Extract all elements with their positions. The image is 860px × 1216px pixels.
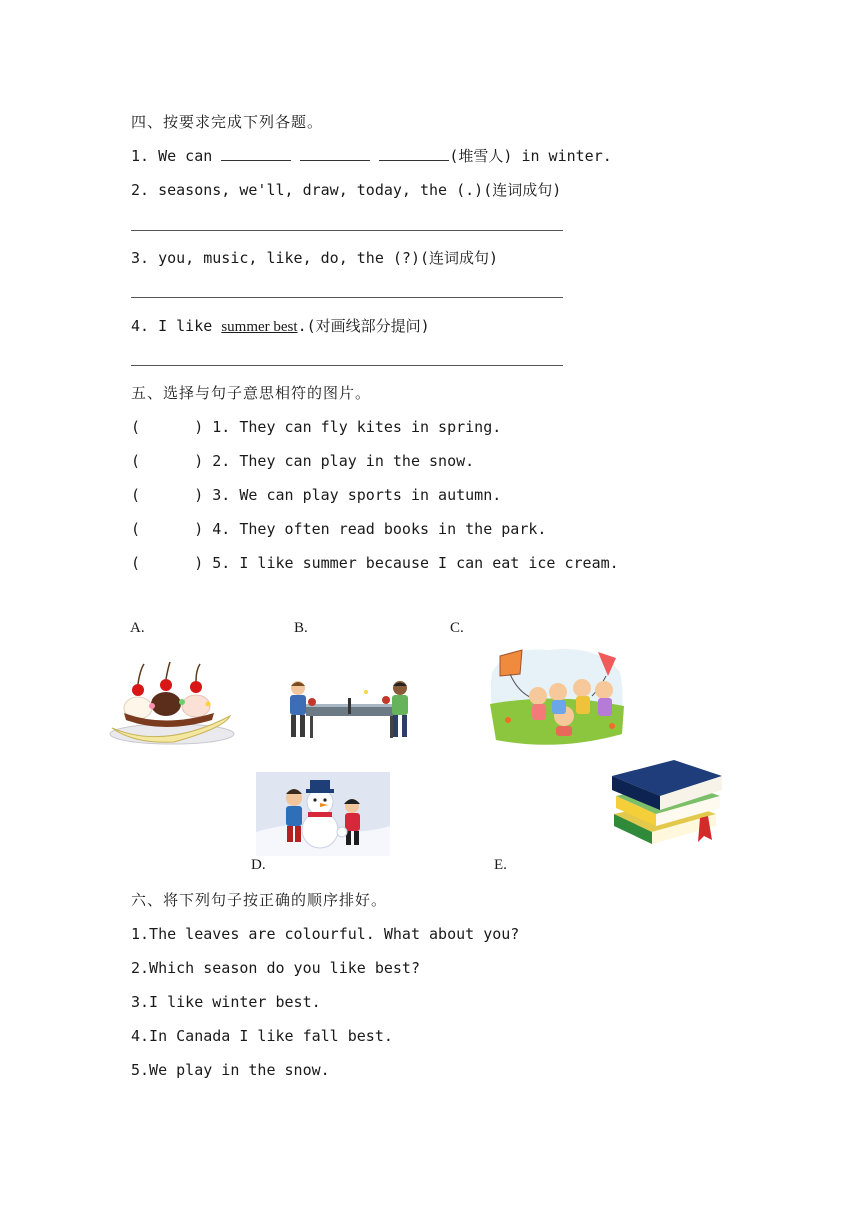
question-1-prefix: 1. We can [131, 147, 222, 165]
match-item-text: 1. They can fly kites in spring. [212, 418, 502, 436]
question-4-prefix: 4. I like [131, 317, 222, 335]
answer-paren[interactable]: ( ) [131, 452, 204, 470]
snowman-picture[interactable] [256, 772, 390, 856]
answer-paren[interactable]: ( ) [131, 486, 204, 504]
question-2: 2. seasons, we'll, draw, today, the (.)(连词成句) [131, 181, 562, 199]
choice-label-c: C. [450, 620, 464, 636]
ping-pong-picture[interactable] [282, 676, 420, 740]
question-4-suffix: .(对画线部分提问) [297, 317, 430, 335]
match-item-text: 2. They can play in the snow. [212, 452, 475, 470]
match-item-1 [131, 417, 501, 437]
question-1-suffix: in winter. [512, 147, 612, 165]
section4-heading: 四、按要求完成下列各题。 [131, 113, 324, 131]
park-kids-picture[interactable] [488, 642, 626, 748]
answer-line-2[interactable] [131, 230, 563, 231]
question-1-hint: (堆雪人) [449, 147, 513, 165]
answer-paren[interactable]: ( ) [131, 554, 204, 572]
answer-line-3[interactable] [131, 297, 563, 298]
choice-label-a: A. [130, 620, 145, 636]
match-item-4 [131, 519, 546, 539]
order-item-3: 3.I like winter best. [131, 993, 321, 1011]
section5-heading: 五、选择与句子意思相符的图片。 [131, 384, 372, 402]
books-picture[interactable] [608, 756, 726, 852]
section6-heading: 六、将下列句子按正确的顺序排好。 [131, 891, 388, 909]
question-4-underlined: summer best [221, 319, 298, 335]
match-item-text: 4. They often read books in the park. [212, 520, 547, 538]
question-3: 3. you, music, like, do, the (?)(连词成句) [131, 249, 499, 267]
question-4 [131, 316, 430, 337]
choice-label-e: E. [494, 857, 507, 873]
question-1 [131, 146, 612, 166]
match-item-2 [131, 451, 474, 471]
ice-cream-picture[interactable] [104, 658, 236, 754]
answer-paren[interactable]: ( ) [131, 418, 204, 436]
choice-label-d: D. [251, 857, 266, 873]
match-item-3 [131, 485, 501, 505]
order-item-5: 5.We play in the snow. [131, 1061, 330, 1079]
match-item-text: 3. We can play sports in autumn. [212, 486, 502, 504]
answer-line-4[interactable] [131, 365, 563, 366]
match-item-text: 5. I like summer because I can eat ice cream. [212, 554, 619, 572]
blank-1[interactable] [221, 146, 291, 161]
order-item-1: 1.The leaves are colourful. What about you? [131, 925, 520, 943]
match-item-5 [131, 553, 619, 573]
choice-label-b: B. [294, 620, 308, 636]
order-item-2: 2.Which season do you like best? [131, 959, 420, 977]
blank-3[interactable] [379, 146, 449, 161]
order-item-4: 4.In Canada I like fall best. [131, 1027, 393, 1045]
answer-paren[interactable]: ( ) [131, 520, 204, 538]
blank-2[interactable] [300, 146, 370, 161]
